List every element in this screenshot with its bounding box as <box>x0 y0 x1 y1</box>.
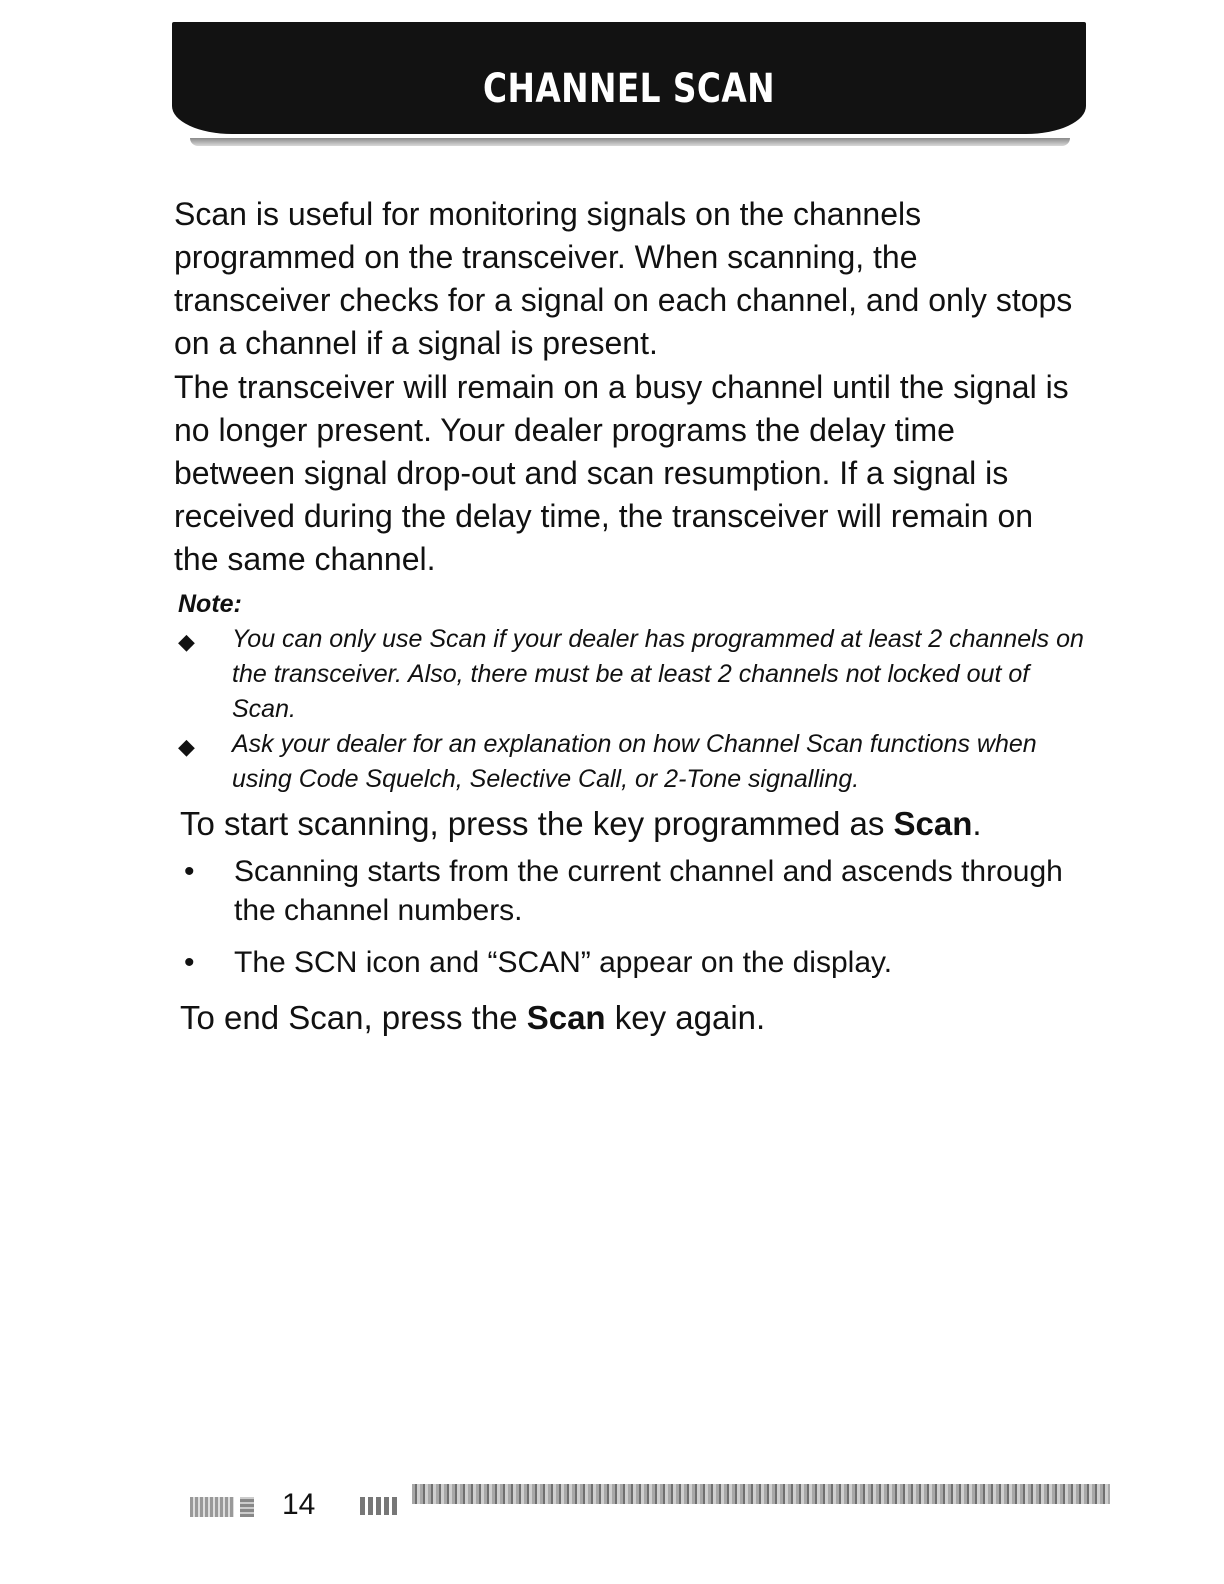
diamond-bullet-icon: ◆ <box>178 734 195 759</box>
footer-decoration <box>360 1497 398 1515</box>
list-item-text: The SCN icon and “SCAN” appear on the display. <box>234 946 893 979</box>
instruction-text: To end Scan, press the <box>180 999 527 1036</box>
intro-paragraph: Scan is useful for monitoring signals on the channels programmed on the transceiver. When scanning, the transceiver checks for a signal on each channel, and only stops on a channel if a signal is present. <box>174 196 1073 361</box>
footer-decoration <box>190 1497 234 1517</box>
header-underline <box>190 138 1070 146</box>
page-title: CHANNEL SCAN <box>483 66 775 112</box>
dot-bullet-icon: • <box>184 855 195 888</box>
page-number: 14 <box>282 1488 316 1521</box>
scan-key-label: Scan <box>526 999 606 1036</box>
list-item-text: Scanning starts from the current channel and ascends through the channel numbers. <box>234 855 1063 927</box>
note-item <box>178 622 1098 727</box>
start-scan-instruction <box>180 802 1100 846</box>
dot-bullet-icon: • <box>184 946 195 979</box>
footer-decoration <box>240 1497 254 1517</box>
note-text: You can only use Scan if your dealer has programmed at least 2 channels on the transceiver. Also, there must be at least 2 channels not locked out of Scan. <box>232 625 1084 723</box>
note-text: Ask your dealer for an explanation on how Channel Scan functions when using Code Squelch, Selective Call, or 2-Tone signalling. <box>232 730 1037 793</box>
instruction-text: key again. <box>605 999 766 1036</box>
busy-channel-paragraph: The transceiver will remain on a busy channel until the signal is no longer present. Your dealer programs the delay time between signal drop-out and scan resumption. If a signal is received during the delay time, the transceiver will remain on the same channel. <box>174 369 1069 577</box>
note-item <box>178 727 1098 797</box>
instruction-text: . <box>972 805 982 842</box>
list-item <box>180 943 1080 982</box>
end-scan-instruction <box>180 996 1100 1040</box>
scan-key-label: Scan <box>893 805 973 842</box>
footer-bar <box>412 1484 1110 1504</box>
diamond-bullet-icon: ◆ <box>178 629 195 654</box>
list-item <box>180 852 1080 930</box>
note-label: Note: <box>178 590 242 618</box>
instruction-text: To start scanning, press the key programmed as <box>180 805 894 842</box>
